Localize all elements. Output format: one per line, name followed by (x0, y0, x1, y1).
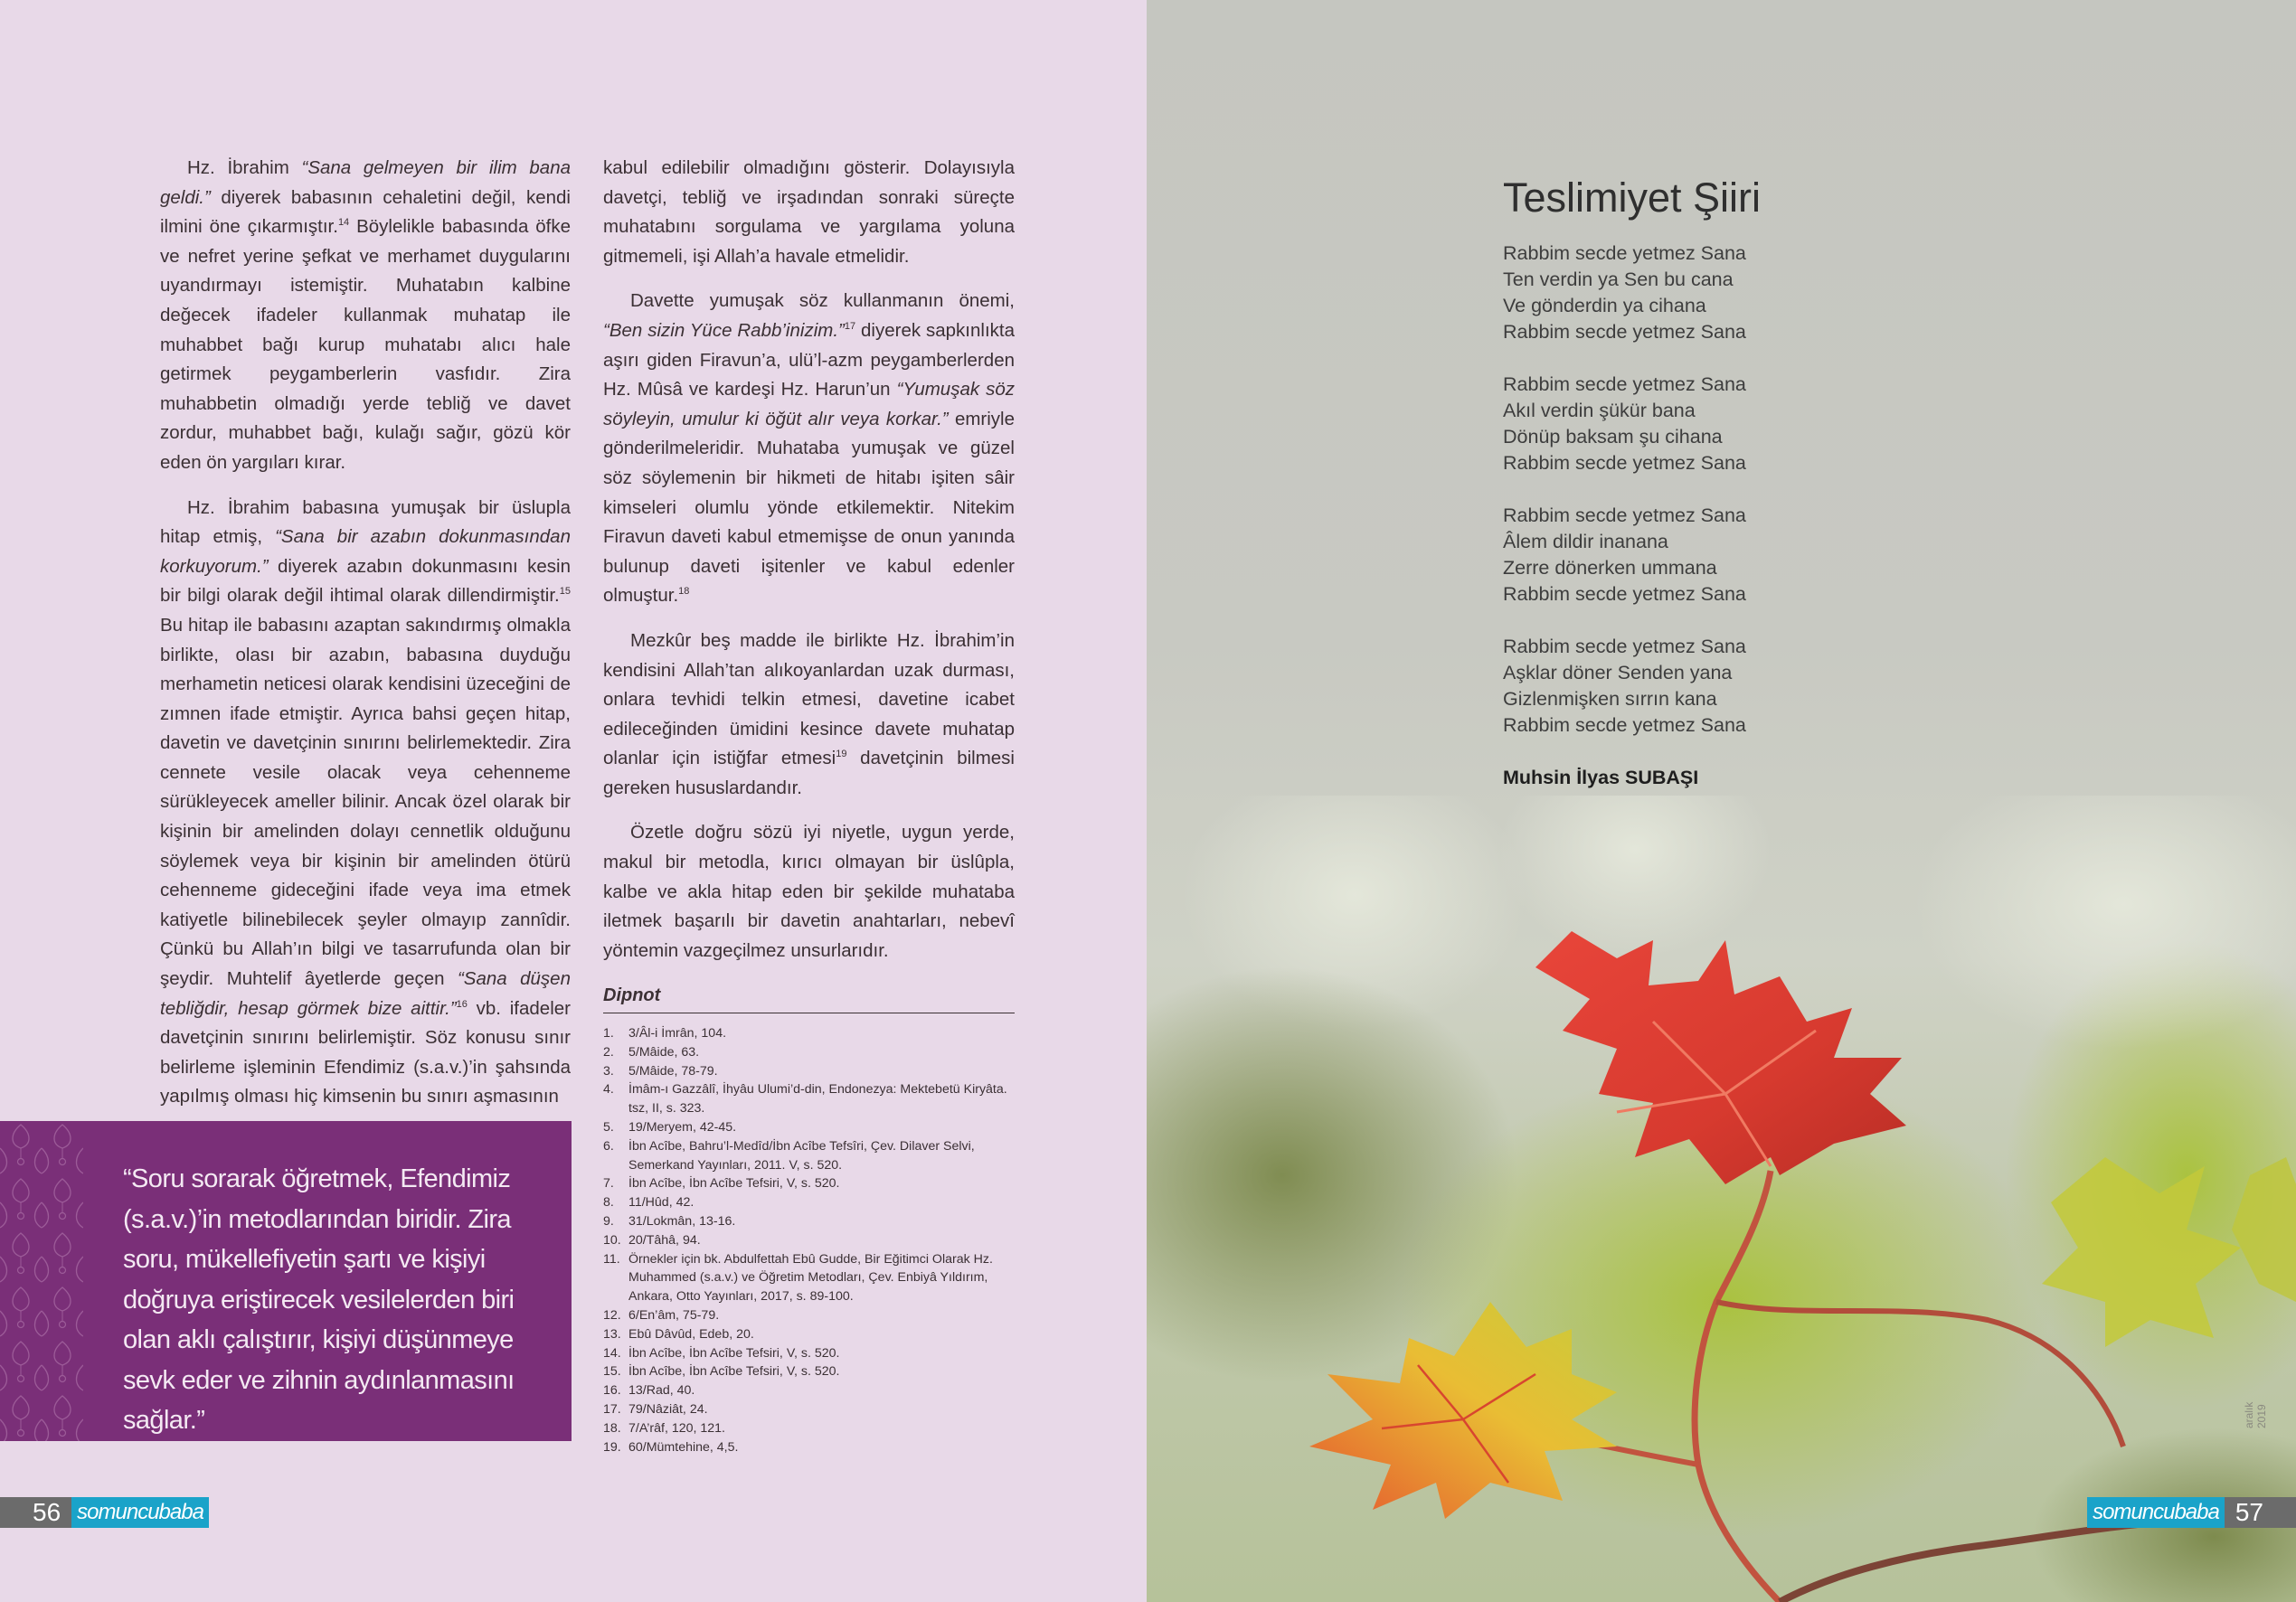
poem-line: Rabbim secde yetmez Sana (1503, 242, 1746, 264)
poem-line: Ve gönderdin ya cihana (1503, 295, 1706, 316)
poem-line: Rabbim secde yetmez Sana (1503, 714, 1746, 736)
footnote-text: Ebû Dâvûd, Edeb, 20. (628, 1326, 754, 1342)
poem-line: Akıl verdin şükür bana (1503, 400, 1696, 421)
poem-author: Muhsin İlyas SUBAŞI (1503, 767, 1699, 788)
page-number: 56 (0, 1497, 71, 1528)
poem-line: Dönüp baksam şu cihana (1503, 426, 1723, 448)
footnote-number: 11. (603, 1251, 620, 1267)
footnote-number: 2. (603, 1044, 614, 1060)
poem-stanza (1503, 240, 1761, 345)
poem-line: Gizlenmişken sırrın kana (1503, 688, 1717, 710)
footnote-number: 6. (603, 1138, 614, 1154)
footnote-item (603, 1438, 1015, 1457)
footnote-text: 31/Lokmân, 13-16. (628, 1214, 736, 1229)
poem-title: Teslimiyet Şiiri (1503, 174, 1762, 221)
footnote-item (603, 1062, 1015, 1081)
footnote-item (603, 1080, 1015, 1118)
footnote-number: 8. (603, 1195, 614, 1211)
footnote-number: 9. (603, 1214, 614, 1229)
footnote-number: 7. (603, 1176, 614, 1192)
footnote-number: 18. (603, 1420, 621, 1436)
brand-logo: somuncubaba (71, 1497, 209, 1528)
poem-line: Rabbim secde yetmez Sana (1503, 373, 1746, 395)
poem-stanza (1503, 372, 1761, 476)
footnote-text: 20/Tâhâ, 94. (628, 1232, 701, 1248)
issue-credit: aralık 2019 (2243, 1401, 2268, 1428)
footnote-number: 12. (603, 1307, 621, 1323)
pull-quote-text: “Soru sorarak öğretmek, Efendimiz (s.a.v.)’in metodlarından biridir. Zira soru, mükellefiyetin şartı ve kişiyi doğruya eriştirecek vesilelerden biri olan aklı çalıştırır, kişiyi düşünmeye sevk eder ve zihnin aydınlanmasını sağlar.” (123, 1164, 515, 1435)
pull-quote (0, 1121, 572, 1441)
footnote-item (603, 1419, 1015, 1438)
footnote-number: 4. (603, 1082, 614, 1098)
page-footer-left (0, 1497, 209, 1528)
poem-line: Zerre dönerken ummana (1503, 557, 1717, 579)
poem-line: Rabbim secde yetmez Sana (1503, 452, 1746, 474)
footnote-number: 13. (603, 1326, 621, 1342)
footnote-text: 11/Hûd, 42. (628, 1195, 694, 1211)
footnote-number: 5. (603, 1120, 614, 1136)
paragraph: Mezkûr beş madde ile birlikte Hz. İbrahim’in kendisini Allah’tan alıkoyanlardan uzak durması, onlara tevhidi telkin etmesi, davetine icabet edileceğinden ümidini kesince davete muhatap olanlar için istiğfar etmesi$^{19}$ davetçinin bilmesi gereken hususlardandır. (603, 629, 1015, 798)
maple-leaf-illustration-icon (1147, 796, 2296, 1602)
poem-line: Ten verdin ya Sen bu cana (1503, 269, 1734, 290)
footnote-item (603, 1344, 1015, 1363)
footnote-item (603, 1137, 1015, 1175)
footnote-text: 5/Mâide, 78-79. (628, 1063, 718, 1079)
footnote-item (603, 1174, 1015, 1193)
footnote-number: 17. (603, 1401, 621, 1417)
footnote-item (603, 1043, 1015, 1062)
footnote-text: 3/Âl-i İmrân, 104. (628, 1026, 727, 1041)
footnote-text: 6/En’âm, 75-79. (628, 1307, 720, 1323)
footnotes-heading: Dipnot (603, 981, 1015, 1013)
ornament-pattern-icon (0, 1121, 83, 1441)
footnote-number: 3. (603, 1063, 614, 1079)
poem-line: Rabbim secde yetmez Sana (1503, 504, 1746, 526)
footnote-item (603, 1024, 1015, 1043)
footnote-text: 7/A’râf, 120, 121. (628, 1420, 726, 1436)
page-number: 57 (2225, 1497, 2296, 1528)
footnote-item (603, 1231, 1015, 1250)
poem-line: Rabbim secde yetmez Sana (1503, 636, 1746, 657)
poem-line: Rabbim secde yetmez Sana (1503, 583, 1746, 605)
footnote-item (603, 1118, 1015, 1137)
poem (1503, 174, 1761, 791)
footnote-text: İbn Acîbe, İbn Acîbe Tefsiri, V, s. 520. (628, 1364, 840, 1380)
footnote-item (603, 1193, 1015, 1212)
footnote-text: 5/Mâide, 63. (628, 1044, 700, 1060)
footnote-text: 79/Nâziât, 24. (628, 1401, 708, 1417)
footnote-text: Örnekler için bk. Abdulfettah Ebû Gudde, Bir Eğitimci Olarak Hz. Muhammed (s.a.v.) ve Öğretim Metodları, Çev. Enbiyâ Yıldırım, Ankara, Otto Yayınları, 2017, s. 89-100. (628, 1251, 993, 1305)
footnote-text: 13/Rad, 40. (628, 1383, 695, 1399)
footnote-number: 19. (603, 1439, 621, 1455)
footnote-text: 60/Mümtehine, 4,5. (628, 1439, 739, 1455)
poem-stanza (1503, 503, 1761, 608)
poem-stanza (1503, 634, 1761, 739)
poem-line: Aşklar döner Senden yana (1503, 662, 1733, 683)
footnote-number: 15. (603, 1364, 621, 1380)
page-footer-right (2087, 1497, 2296, 1528)
left-page (0, 0, 1147, 1602)
footnote-number: 16. (603, 1383, 621, 1399)
paragraph: Davette yumuşak söz kullanmanın önemi, “Ben sizin Yüce Rabb’inizim.”$^{17}$ diyerek sapkınlıkta aşırı giden Firavun’a, ulü’l-azm peygamberlerden Hz. Mûsâ ve kardeşi Hz. Harun’un “Yumuşak söz söyleyin, umulur ki öğüt alır veya korkar.” emriyle gönderilmeleridir. Muhataba yumuşak ve güzel söz söylemenin bir hikmeti de hitabı işiten sâir kimseleri olumlu yönde etkilemektir. Nitekim Firavun daveti kabul etmemişse de onun yanında bulunup daveti işitenler ve kabul edenler olmuştur.$^{18}$ (603, 290, 1016, 607)
footnote-text: İbn Acîbe, Bahru’l-Medîd/İbn Acîbe Tefsîri, Çev. Dilaver Selvi, Semerkand Yayınları, 2011. V, s. 520. (628, 1138, 975, 1173)
footnote-text: 19/Meryem, 42-45. (628, 1120, 737, 1136)
paragraph: kabul edilebilir olmadığını gösterir. Dolayısıyla davetçi, tebliğ ve irşadından sonraki süreçte muhatabını sorgulama ve yargılama yoluna gitmemeli, işi Allah’a havale etmelidir. (603, 157, 1015, 267)
text-column-2 (603, 154, 1015, 1456)
footnote-item (603, 1362, 1015, 1381)
footnote-number: 14. (603, 1345, 621, 1361)
footnote-text: İmâm-ı Gazzâlî, İhyâu Ulumi’d-din, Endonezya: Mektebetü Kiryâta. tsz, II, s. 323. (628, 1082, 1007, 1117)
footnote-number: 10. (603, 1232, 621, 1248)
footnote-number: 1. (603, 1026, 614, 1041)
footnotes-list (603, 1024, 1015, 1456)
footnote-text: İbn Acîbe, İbn Acîbe Tefsiri, V, s. 520. (628, 1345, 840, 1361)
footnote-item (603, 1250, 1015, 1306)
footnote-item (603, 1325, 1015, 1344)
footnote-text: İbn Acîbe, İbn Acîbe Tefsiri, V, s. 520. (628, 1176, 840, 1192)
text-column-1 (160, 154, 571, 1127)
footnote-item (603, 1306, 1015, 1325)
poem-line: Âlem dildir inanana (1503, 531, 1668, 552)
footnote-item (603, 1212, 1015, 1231)
poem-line: Rabbim secde yetmez Sana (1503, 321, 1746, 343)
footnote-item (603, 1381, 1015, 1400)
footnote-item (603, 1400, 1015, 1419)
paragraph: Hz. İbrahim “Sana gelmeyen bir ilim bana geldi.” diyerek babasının cehaletini değil, kendi ilmini öne çıkarmıştır.$^{14}$ Böylelikle babasında öfke ve nefret yerine şefkat ve merhamet duygularını uyandırmayı istemiştir. Muhatabın kalbine değecek ifadeler kullanmak muhatap ile muhabbet bağı kurup muhatabı alıcı hale getirmek peygamberlerin vasfıdır. Zira muhabbetin olmadığı yerde tebliğ ve davet zordur, muhabbet bağı, kulağı sağır, gözü kör eden ön yargıları kırar. (160, 157, 571, 473)
brand-logo: somuncubaba (2087, 1497, 2225, 1528)
paragraph: Hz. İbrahim babasına yumuşak bir üslupla hitap etmiş, “Sana bir azabın dokunmasından korkuyorum.” diyerek azabın dokunmasını kesin bir bilgi olarak değil ihtimal olarak dillendirmiştir.$^{15}$ Bu hitap ile babasını azaptan sakındırmış olmakla birlikte, olası bir azabın, babasına duyduğu merhametin neticesi olarak kendisini üzeceğini de zımnen ifade etmiştir. Ayrıca bahsi geçen hitap, davetin ve davetçinin sınırını belirlemektedir. Zira cennete vesile olacak veya cehenneme sürükleyecek ameller bilinir. Ancak özel olarak bir kişinin bir amelinden dolayı cennetlik olduğunu söylemek veya bir kişinin bir amelinden ötürü cehenneme gideceğini ifade veya ima etmek katiyetle bilinebilecek şeyler olmayıp zannîdir. Çünkü bu Allah’ın bilgi ve tasarrufunda olan bir şeydir. Muhtelif âyetlerde geçen “Sana düşen tebliğdir, hesap görmek bize aittir.”$^{16}$ vb. ifadeler davetçinin sınırını belirlemiştir. Söz konusu sınır belirleme işleminin Efendimiz (s.a.v.)’in şahsında yapılmış olması hiç kimsenin bu sınırı aşmasının (160, 496, 571, 1107)
paragraph: Özetle doğru sözü iyi niyetle, uygun yerde, makul bir metodla, kırıcı olmayan bir üslûpla, kalbe ve akla hitap eden bir şekilde muhataba iletmek başarılı bir davetin anahtarları, nebevî yöntemin vazgeçilmez unsurlarıdır. (603, 822, 1015, 961)
